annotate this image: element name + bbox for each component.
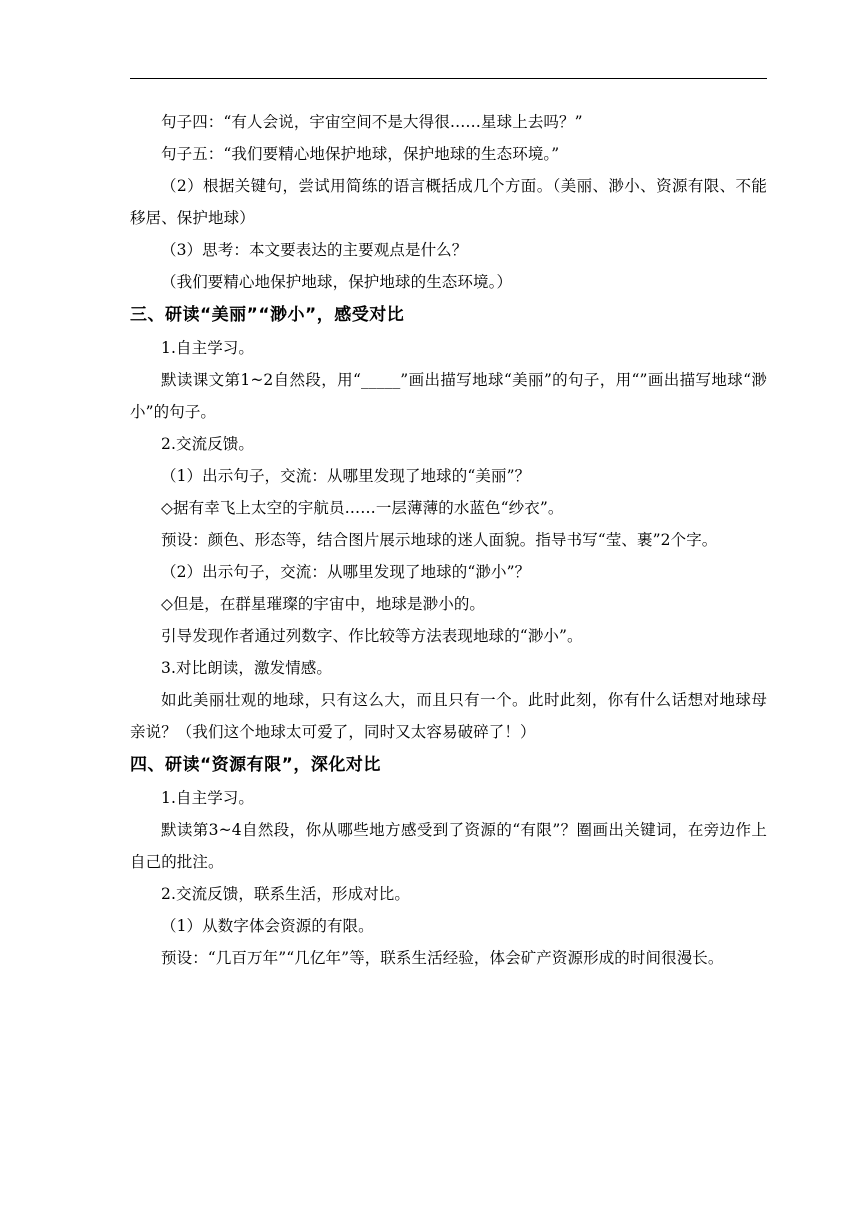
paragraph: ◇但是，在群星璀璨的宇宙中，地球是渺小的。	[161, 595, 486, 613]
paragraph: 2.交流反馈，联系生活，形成对比。	[161, 885, 410, 903]
paragraph: （1）从数字体会资源的有限。	[161, 917, 374, 935]
paragraph: 默读第3~4自然段，你从哪些地方感受到了资源的“有限”？圈画出关键词，在旁边作上自己的批注。	[130, 821, 767, 871]
paragraph: 预设：颜色、形态等，结合图片展示地球的迷人面貌。指导书写“莹、裹”2个字。	[161, 531, 718, 549]
paragraph: 2.交流反馈。	[161, 435, 254, 453]
document-body	[130, 106, 767, 974]
paragraph: 引导发现作者通过列数字、作比较等方法表现地球的“渺小”。	[161, 627, 583, 645]
paragraph: （1）出示句子，交流：从哪里发现了地球的“美丽”？	[161, 467, 531, 485]
section-heading-4: 四、研读“资源有限”，深化对比	[130, 755, 381, 775]
paragraph: （2）出示句子，交流：从哪里发现了地球的“渺小”？	[161, 563, 531, 581]
paragraph: ◇据有幸飞上太空的宇航员……一层薄薄的水蓝色“纱衣”。	[161, 499, 564, 517]
paragraph: （2）根据关键句，尝试用简练的语言概括成几个方面。（美丽、渺小、资源有限、不能移居、保护地球）	[130, 177, 767, 227]
paragraph: 句子四：“有人会说，宇宙空间不是大得很……星球上去吗？”	[161, 113, 583, 131]
paragraph: 1.自主学习。	[161, 789, 254, 807]
paragraph: 如此美丽壮观的地球，只有这么大，而且只有一个。此时此刻，你有什么话想对地球母亲说？（我们这个地球太可爱了，同时又太容易破碎了！）	[130, 691, 767, 741]
section-heading-3: 三、研读“美丽”“渺小”，感受对比	[130, 305, 405, 325]
paragraph: （3）思考：本文要表达的主要观点是什么？	[161, 241, 468, 259]
paragraph: 1.自主学习。	[161, 339, 254, 357]
paragraph: 句子五：“我们要精心地保护地球，保护地球的生态环境。”	[161, 145, 560, 163]
paragraph: 预设：“几百万年”“几亿年”等，联系生活经验，体会矿产资源形成的时间很漫长。	[161, 949, 724, 967]
paragraph: 3.对比朗读，激发情感。	[161, 659, 332, 677]
header-rule	[130, 78, 767, 79]
paragraph: （我们要精心地保护地球，保护地球的生态环境。）	[161, 273, 513, 291]
paragraph: 默读课文第1~2自然段，用“_____”画出描写地球“美丽”的句子，用“”画出描写地球“渺小”的句子。	[130, 371, 767, 421]
